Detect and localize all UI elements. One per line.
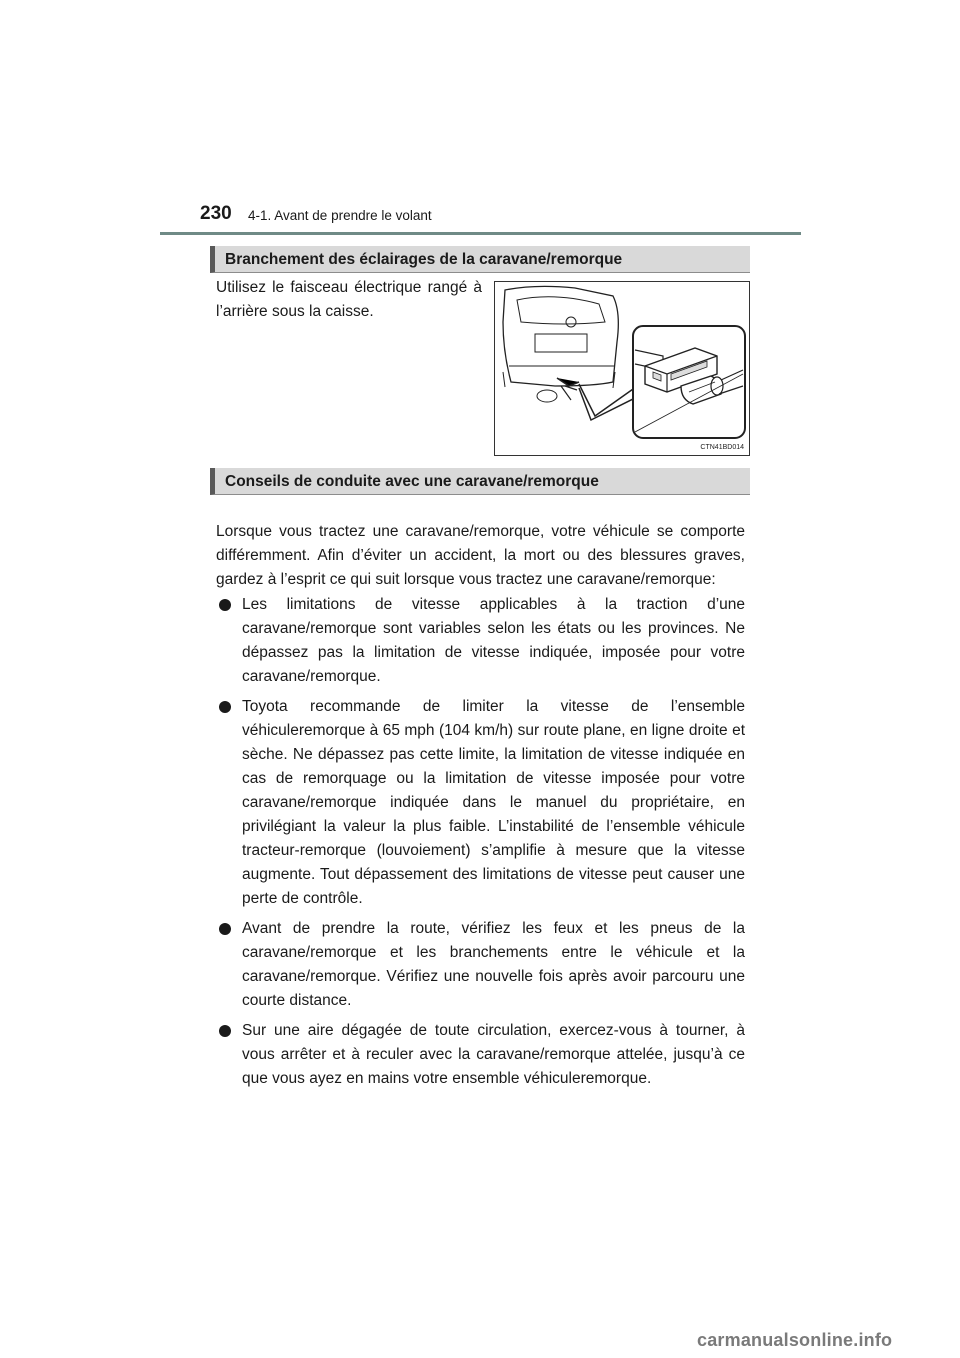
- driving-tips-intro: Lorsque vous tractez une caravane/remorque, votre véhicule se comporte différemment. Afin d’éviter un accident, la mort ou des blessures graves, gardez à l’esprit ce qui suit lorsque vous tractez une caravane/remorque:: [216, 523, 745, 588]
- list-item-text: Toyota recommande de limiter la vitesse de l’ensemble véhiculeremorque à 65 mph (104 km/h) sur route plane, en ligne droite et sèche. Ne dépassez pas cette limite, la limitation de vitesse indiquée en cas de remorquage ou la limitation de vitesse imposée pour votre caravane/remorque indiquée dans le manuel du propriétaire, en privilégiant la valeur la plus faible. L’instabilité de l’ensemble véhicule tracteur-remorque (louvoiement) s’amplifie à mesure que la vitesse augmente. Tout dépassement des limitations de vitesse peut causer une perte de contrôle.: [242, 698, 745, 907]
- section-heading-lighting: [210, 246, 750, 273]
- section-heading-lighting-text: Branchement des éclairages de la caravane/remorque: [225, 251, 623, 268]
- list-item: [216, 1019, 745, 1091]
- figure-code: CTN41BD014: [700, 444, 744, 451]
- watermark: carmanualsonline.info: [697, 1330, 893, 1350]
- header-divider: [160, 232, 801, 235]
- list-item: [216, 917, 745, 1013]
- bullet-icon: [219, 599, 231, 611]
- page-number: 230: [200, 203, 232, 224]
- list-item-text: Les limitations de vitesse applicables à la traction d’une caravane/remorque sont variables selon les états ou les provinces. Ne dépassez pas la limitation de vitesse indiquée, imposée pour votre caravane/remorque.: [242, 596, 745, 685]
- bullet-icon: [219, 701, 231, 713]
- lighting-instruction-text: Utilisez le faisceau électrique rangé à l’arrière sous la caisse.: [216, 279, 482, 320]
- bullet-icon: [219, 923, 231, 935]
- vehicle-rear-connector-drawing: [495, 282, 749, 455]
- list-item-text: Sur une aire dégagée de toute circulation, exercez-vous à tourner, à vous arrêter et à reculer avec la caravane/remorque attelée, jusqu’à ce que vous ayez en mains votre ensemble véhiculeremorque.: [242, 1022, 745, 1087]
- section-heading-driving-tips-text: Conseils de conduite avec une caravane/remorque: [225, 473, 599, 490]
- list-item: [216, 695, 745, 911]
- chapter-title: 4-1. Avant de prendre le volant: [248, 208, 432, 223]
- trailer-connector-illustration: [494, 281, 750, 456]
- section-heading-driving-tips: [210, 468, 750, 495]
- list-item: [216, 593, 745, 689]
- driving-tips-list: [216, 593, 745, 1097]
- list-item-text: Avant de prendre la route, vérifiez les feux et les pneus de la caravane/remorque et les branchements entre le véhicule et la caravane/remorque. Vérifiez une nouvelle fois après avoir parcouru une courte distance.: [242, 920, 745, 1009]
- bullet-icon: [219, 1025, 231, 1037]
